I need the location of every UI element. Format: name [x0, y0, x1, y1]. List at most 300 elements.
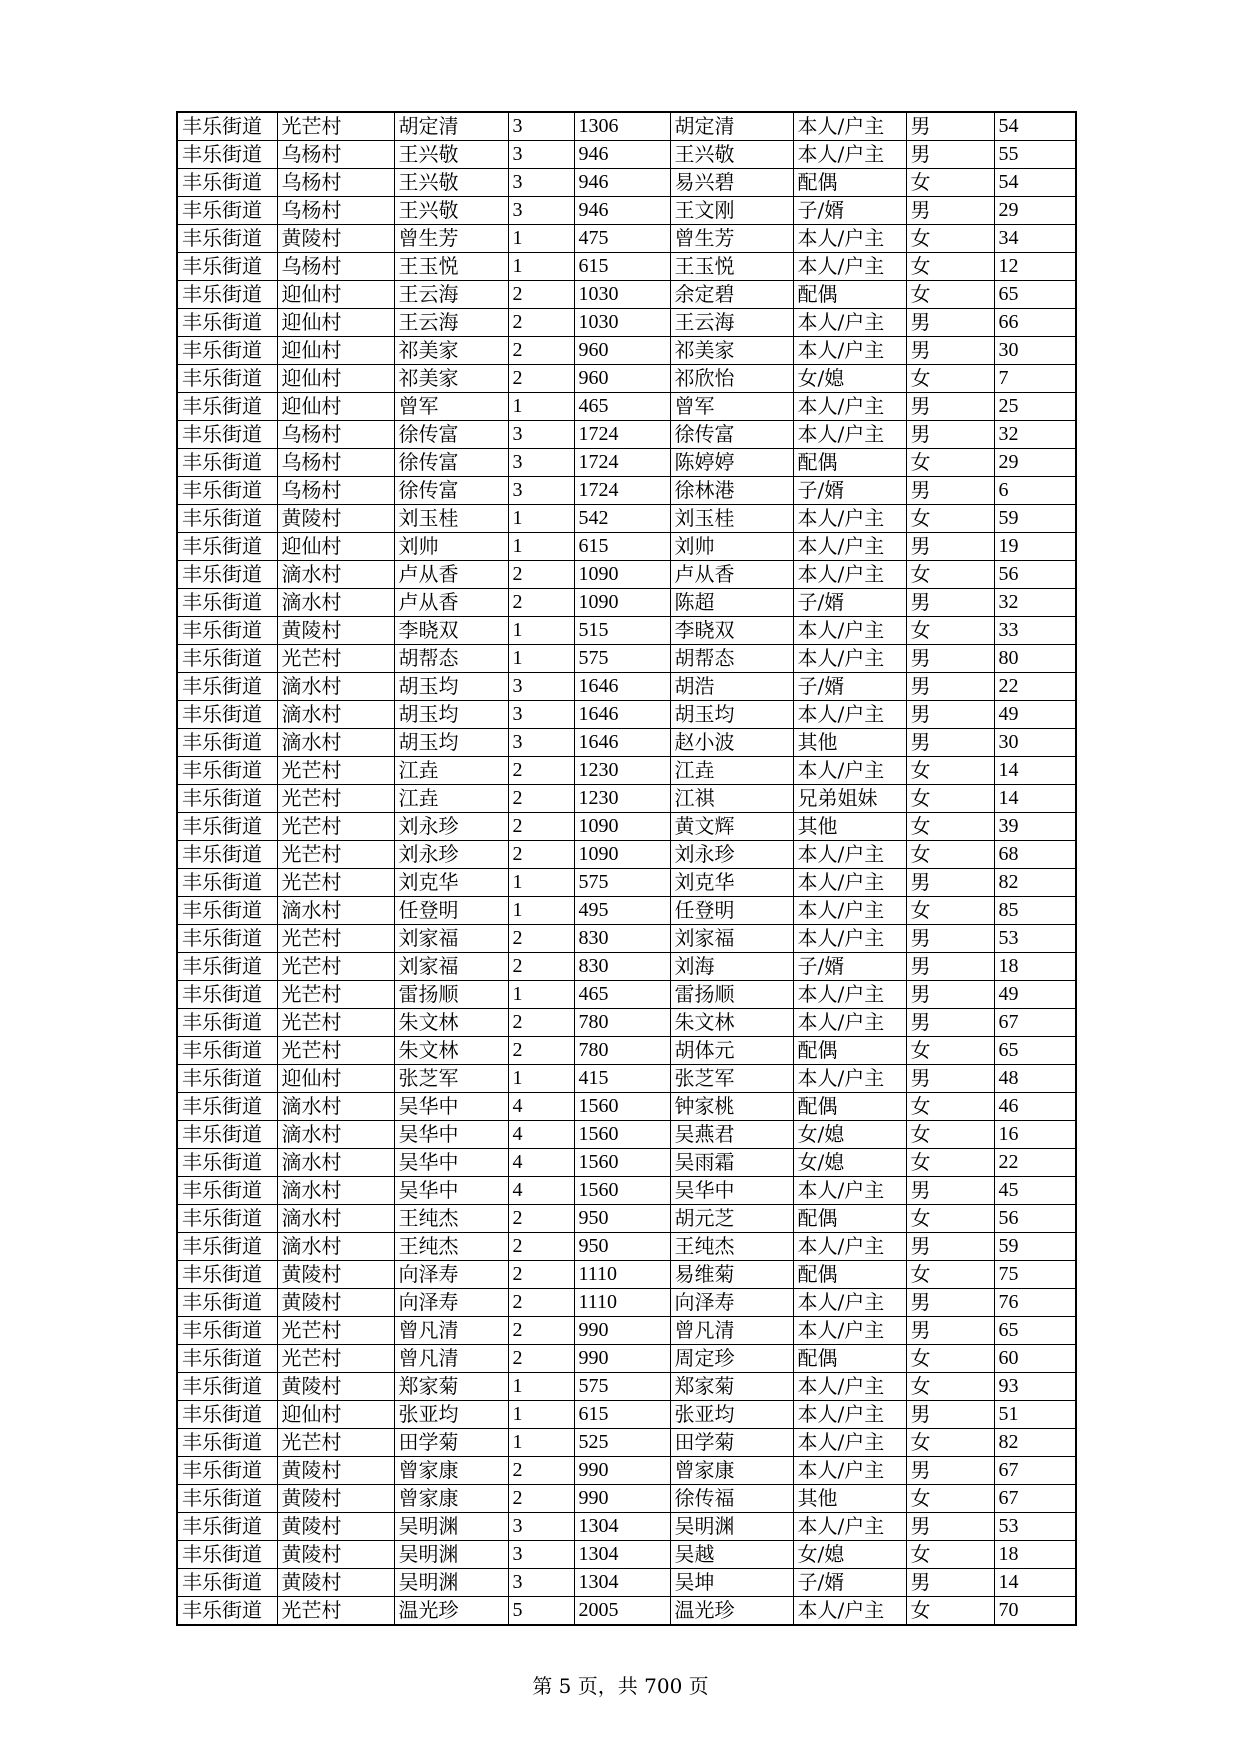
gender-cell: 男: [906, 309, 994, 337]
member-name-cell: 易兴碧: [670, 169, 793, 197]
village-cell: 滴水村: [277, 1233, 394, 1261]
household-head-cell: 胡定清: [394, 112, 508, 141]
village-cell: 乌杨村: [277, 477, 394, 505]
household-head-cell: 朱文林: [394, 1009, 508, 1037]
gender-cell: 女: [906, 1485, 994, 1513]
table-row: [177, 1485, 1076, 1513]
street-cell: 丰乐街道: [177, 897, 277, 925]
table-row: [177, 1373, 1076, 1401]
gender-cell: 女: [906, 1373, 994, 1401]
street-cell: 丰乐街道: [177, 1485, 277, 1513]
household-size-cell: 3: [508, 141, 574, 169]
age-cell: 30: [994, 729, 1076, 757]
amount-cell: 1560: [574, 1149, 670, 1177]
village-cell: 迎仙村: [277, 365, 394, 393]
gender-cell: 男: [906, 1401, 994, 1429]
table-row: [177, 112, 1076, 141]
age-cell: 93: [994, 1373, 1076, 1401]
village-cell: 滴水村: [277, 1093, 394, 1121]
village-cell: 黄陵村: [277, 225, 394, 253]
amount-cell: 1030: [574, 309, 670, 337]
gender-cell: 男: [906, 673, 994, 701]
table-row: [177, 533, 1076, 561]
household-size-cell: 1: [508, 897, 574, 925]
village-cell: 迎仙村: [277, 309, 394, 337]
household-head-cell: 祁美家: [394, 365, 508, 393]
household-head-cell: 曾凡清: [394, 1345, 508, 1373]
gender-cell: 男: [906, 981, 994, 1009]
member-name-cell: 陈超: [670, 589, 793, 617]
household-size-cell: 3: [508, 112, 574, 141]
street-cell: 丰乐街道: [177, 1541, 277, 1569]
household-size-cell: 1: [508, 617, 574, 645]
household-size-cell: 2: [508, 1317, 574, 1345]
table-row: [177, 897, 1076, 925]
gender-cell: 女: [906, 785, 994, 813]
village-cell: 乌杨村: [277, 197, 394, 225]
amount-cell: 830: [574, 925, 670, 953]
household-head-cell: 胡玉均: [394, 729, 508, 757]
member-name-cell: 徐传富: [670, 421, 793, 449]
household-head-cell: 刘家福: [394, 953, 508, 981]
amount-cell: 575: [574, 645, 670, 673]
village-cell: 滴水村: [277, 1121, 394, 1149]
household-head-cell: 王云海: [394, 281, 508, 309]
household-head-cell: 王玉悦: [394, 253, 508, 281]
street-cell: 丰乐街道: [177, 449, 277, 477]
table-row: [177, 1429, 1076, 1457]
gender-cell: 男: [906, 337, 994, 365]
page-number-label: 第 5 页，共 700 页: [532, 1674, 709, 1698]
household-size-cell: 4: [508, 1093, 574, 1121]
amount-cell: 946: [574, 141, 670, 169]
page-footer: [0, 1670, 1241, 1699]
member-name-cell: 向泽寿: [670, 1289, 793, 1317]
household-size-cell: 2: [508, 309, 574, 337]
amount-cell: 950: [574, 1205, 670, 1233]
age-cell: 48: [994, 1065, 1076, 1093]
village-cell: 黄陵村: [277, 1569, 394, 1597]
household-size-cell: 3: [508, 197, 574, 225]
amount-cell: 1646: [574, 701, 670, 729]
relation-cell: 本人/户主: [793, 869, 906, 897]
street-cell: 丰乐街道: [177, 1121, 277, 1149]
amount-cell: 780: [574, 1037, 670, 1065]
age-cell: 54: [994, 169, 1076, 197]
street-cell: 丰乐街道: [177, 1401, 277, 1429]
village-cell: 迎仙村: [277, 281, 394, 309]
gender-cell: 男: [906, 869, 994, 897]
records-table: [176, 111, 1077, 1626]
street-cell: 丰乐街道: [177, 673, 277, 701]
street-cell: 丰乐街道: [177, 1065, 277, 1093]
street-cell: 丰乐街道: [177, 981, 277, 1009]
village-cell: 光芒村: [277, 953, 394, 981]
street-cell: 丰乐街道: [177, 309, 277, 337]
age-cell: 59: [994, 1233, 1076, 1261]
age-cell: 65: [994, 1317, 1076, 1345]
table-row: [177, 785, 1076, 813]
amount-cell: 1306: [574, 112, 670, 141]
table-row: [177, 253, 1076, 281]
amount-cell: 1230: [574, 757, 670, 785]
village-cell: 光芒村: [277, 1345, 394, 1373]
age-cell: 65: [994, 281, 1076, 309]
member-name-cell: 曾家康: [670, 1457, 793, 1485]
member-name-cell: 张芝军: [670, 1065, 793, 1093]
gender-cell: 女: [906, 253, 994, 281]
amount-cell: 960: [574, 365, 670, 393]
relation-cell: 本人/户主: [793, 393, 906, 421]
member-name-cell: 刘玉桂: [670, 505, 793, 533]
amount-cell: 1110: [574, 1261, 670, 1289]
village-cell: 黄陵村: [277, 1541, 394, 1569]
household-size-cell: 3: [508, 477, 574, 505]
household-size-cell: 1: [508, 1065, 574, 1093]
table-row: [177, 1121, 1076, 1149]
household-size-cell: 2: [508, 337, 574, 365]
amount-cell: 960: [574, 337, 670, 365]
street-cell: 丰乐街道: [177, 253, 277, 281]
gender-cell: 男: [906, 953, 994, 981]
household-size-cell: 1: [508, 981, 574, 1009]
table-row: [177, 477, 1076, 505]
street-cell: 丰乐街道: [177, 813, 277, 841]
household-head-cell: 曾生芳: [394, 225, 508, 253]
gender-cell: 男: [906, 141, 994, 169]
member-name-cell: 王纯杰: [670, 1233, 793, 1261]
household-head-cell: 江垚: [394, 757, 508, 785]
amount-cell: 525: [574, 1429, 670, 1457]
relation-cell: 本人/户主: [793, 1597, 906, 1626]
member-name-cell: 王兴敬: [670, 141, 793, 169]
household-head-cell: 徐传富: [394, 449, 508, 477]
household-head-cell: 徐传富: [394, 477, 508, 505]
amount-cell: 780: [574, 1009, 670, 1037]
member-name-cell: 朱文林: [670, 1009, 793, 1037]
gender-cell: 女: [906, 1597, 994, 1626]
household-head-cell: 李晓双: [394, 617, 508, 645]
age-cell: 56: [994, 1205, 1076, 1233]
member-name-cell: 曾军: [670, 393, 793, 421]
household-size-cell: 1: [508, 253, 574, 281]
household-size-cell: 2: [508, 281, 574, 309]
age-cell: 32: [994, 421, 1076, 449]
age-cell: 65: [994, 1037, 1076, 1065]
relation-cell: 本人/户主: [793, 1289, 906, 1317]
household-size-cell: 1: [508, 1401, 574, 1429]
household-head-cell: 张亚均: [394, 1401, 508, 1429]
village-cell: 光芒村: [277, 1009, 394, 1037]
household-size-cell: 3: [508, 729, 574, 757]
street-cell: 丰乐街道: [177, 477, 277, 505]
household-head-cell: 刘永珍: [394, 841, 508, 869]
member-name-cell: 雷扬顺: [670, 981, 793, 1009]
table-row: [177, 589, 1076, 617]
relation-cell: 本人/户主: [793, 1177, 906, 1205]
relation-cell: 本人/户主: [793, 617, 906, 645]
gender-cell: 男: [906, 1513, 994, 1541]
relation-cell: 子/婿: [793, 1569, 906, 1597]
gender-cell: 男: [906, 1177, 994, 1205]
age-cell: 33: [994, 617, 1076, 645]
amount-cell: 990: [574, 1345, 670, 1373]
table-row: [177, 1065, 1076, 1093]
village-cell: 光芒村: [277, 981, 394, 1009]
gender-cell: 女: [906, 561, 994, 589]
relation-cell: 本人/户主: [793, 925, 906, 953]
household-size-cell: 2: [508, 1345, 574, 1373]
village-cell: 黄陵村: [277, 1457, 394, 1485]
age-cell: 76: [994, 1289, 1076, 1317]
village-cell: 迎仙村: [277, 337, 394, 365]
street-cell: 丰乐街道: [177, 729, 277, 757]
member-name-cell: 黄文辉: [670, 813, 793, 841]
household-head-cell: 张芝军: [394, 1065, 508, 1093]
amount-cell: 1030: [574, 281, 670, 309]
household-head-cell: 刘永珍: [394, 813, 508, 841]
amount-cell: 615: [574, 253, 670, 281]
relation-cell: 本人/户主: [793, 1513, 906, 1541]
household-size-cell: 2: [508, 1037, 574, 1065]
village-cell: 滴水村: [277, 1205, 394, 1233]
relation-cell: 配偶: [793, 281, 906, 309]
household-size-cell: 2: [508, 561, 574, 589]
relation-cell: 本人/户主: [793, 225, 906, 253]
relation-cell: 本人/户主: [793, 561, 906, 589]
member-name-cell: 周定珍: [670, 1345, 793, 1373]
relation-cell: 本人/户主: [793, 1233, 906, 1261]
amount-cell: 1560: [574, 1093, 670, 1121]
member-name-cell: 胡帮态: [670, 645, 793, 673]
street-cell: 丰乐街道: [177, 1149, 277, 1177]
household-head-cell: 向泽寿: [394, 1261, 508, 1289]
gender-cell: 女: [906, 1541, 994, 1569]
relation-cell: 女/媳: [793, 1149, 906, 1177]
relation-cell: 其他: [793, 813, 906, 841]
age-cell: 14: [994, 1569, 1076, 1597]
street-cell: 丰乐街道: [177, 561, 277, 589]
member-name-cell: 刘家福: [670, 925, 793, 953]
street-cell: 丰乐街道: [177, 225, 277, 253]
table-row: [177, 141, 1076, 169]
table-row: [177, 1345, 1076, 1373]
member-name-cell: 祁美家: [670, 337, 793, 365]
table-row: [177, 505, 1076, 533]
table-row: [177, 645, 1076, 673]
relation-cell: 本人/户主: [793, 1373, 906, 1401]
village-cell: 乌杨村: [277, 141, 394, 169]
street-cell: 丰乐街道: [177, 757, 277, 785]
age-cell: 45: [994, 1177, 1076, 1205]
street-cell: 丰乐街道: [177, 141, 277, 169]
relation-cell: 女/媳: [793, 1121, 906, 1149]
relation-cell: 子/婿: [793, 953, 906, 981]
household-size-cell: 3: [508, 169, 574, 197]
street-cell: 丰乐街道: [177, 1177, 277, 1205]
relation-cell: 本人/户主: [793, 253, 906, 281]
member-name-cell: 李晓双: [670, 617, 793, 645]
gender-cell: 男: [906, 1569, 994, 1597]
gender-cell: 男: [906, 1065, 994, 1093]
age-cell: 67: [994, 1009, 1076, 1037]
table-row: [177, 197, 1076, 225]
relation-cell: 本人/户主: [793, 112, 906, 141]
village-cell: 黄陵村: [277, 1261, 394, 1289]
street-cell: 丰乐街道: [177, 589, 277, 617]
member-name-cell: 赵小波: [670, 729, 793, 757]
table-row: [177, 869, 1076, 897]
member-name-cell: 江垚: [670, 757, 793, 785]
table-row: [177, 393, 1076, 421]
records-table-body: [177, 112, 1076, 1625]
street-cell: 丰乐街道: [177, 785, 277, 813]
household-head-cell: 任登明: [394, 897, 508, 925]
household-head-cell: 郑家菊: [394, 1373, 508, 1401]
amount-cell: 1090: [574, 813, 670, 841]
member-name-cell: 曾生芳: [670, 225, 793, 253]
household-size-cell: 2: [508, 925, 574, 953]
table-row: [177, 169, 1076, 197]
member-name-cell: 胡浩: [670, 673, 793, 701]
household-size-cell: 1: [508, 1373, 574, 1401]
table-row: [177, 1513, 1076, 1541]
table-row: [177, 953, 1076, 981]
household-size-cell: 3: [508, 421, 574, 449]
age-cell: 66: [994, 309, 1076, 337]
age-cell: 85: [994, 897, 1076, 925]
street-cell: 丰乐街道: [177, 841, 277, 869]
household-size-cell: 2: [508, 953, 574, 981]
amount-cell: 830: [574, 953, 670, 981]
table-row: [177, 1149, 1076, 1177]
gender-cell: 女: [906, 841, 994, 869]
amount-cell: 1560: [574, 1177, 670, 1205]
amount-cell: 1304: [574, 1513, 670, 1541]
relation-cell: 本人/户主: [793, 141, 906, 169]
street-cell: 丰乐街道: [177, 1373, 277, 1401]
amount-cell: 1230: [574, 785, 670, 813]
village-cell: 光芒村: [277, 785, 394, 813]
relation-cell: 本人/户主: [793, 757, 906, 785]
age-cell: 82: [994, 1429, 1076, 1457]
age-cell: 75: [994, 1261, 1076, 1289]
street-cell: 丰乐街道: [177, 365, 277, 393]
age-cell: 53: [994, 1513, 1076, 1541]
gender-cell: 女: [906, 169, 994, 197]
village-cell: 乌杨村: [277, 253, 394, 281]
household-size-cell: 3: [508, 701, 574, 729]
street-cell: 丰乐街道: [177, 533, 277, 561]
relation-cell: 其他: [793, 729, 906, 757]
table-row: [177, 925, 1076, 953]
age-cell: 29: [994, 197, 1076, 225]
household-head-cell: 吴华中: [394, 1121, 508, 1149]
gender-cell: 男: [906, 533, 994, 561]
street-cell: 丰乐街道: [177, 617, 277, 645]
table-row: [177, 225, 1076, 253]
gender-cell: 女: [906, 1093, 994, 1121]
member-name-cell: 王玉悦: [670, 253, 793, 281]
age-cell: 39: [994, 813, 1076, 841]
table-row: [177, 841, 1076, 869]
village-cell: 光芒村: [277, 1317, 394, 1345]
household-head-cell: 胡玉均: [394, 673, 508, 701]
member-name-cell: 胡玉均: [670, 701, 793, 729]
village-cell: 乌杨村: [277, 449, 394, 477]
household-size-cell: 1: [508, 225, 574, 253]
amount-cell: 415: [574, 1065, 670, 1093]
street-cell: 丰乐街道: [177, 1429, 277, 1457]
household-head-cell: 吴华中: [394, 1093, 508, 1121]
village-cell: 滴水村: [277, 729, 394, 757]
household-size-cell: 2: [508, 1261, 574, 1289]
household-head-cell: 王云海: [394, 309, 508, 337]
household-head-cell: 卢从香: [394, 589, 508, 617]
table-row: [177, 701, 1076, 729]
village-cell: 黄陵村: [277, 1373, 394, 1401]
household-size-cell: 2: [508, 1289, 574, 1317]
household-size-cell: 3: [508, 1513, 574, 1541]
member-name-cell: 易维菊: [670, 1261, 793, 1289]
household-size-cell: 2: [508, 785, 574, 813]
age-cell: 6: [994, 477, 1076, 505]
member-name-cell: 吴雨霜: [670, 1149, 793, 1177]
amount-cell: 990: [574, 1317, 670, 1345]
relation-cell: 本人/户主: [793, 1401, 906, 1429]
gender-cell: 男: [906, 393, 994, 421]
household-head-cell: 田学菊: [394, 1429, 508, 1457]
age-cell: 7: [994, 365, 1076, 393]
table-row: [177, 1037, 1076, 1065]
table-row: [177, 365, 1076, 393]
gender-cell: 女: [906, 1345, 994, 1373]
member-name-cell: 徐传福: [670, 1485, 793, 1513]
street-cell: 丰乐街道: [177, 1569, 277, 1597]
relation-cell: 本人/户主: [793, 701, 906, 729]
member-name-cell: 吴坤: [670, 1569, 793, 1597]
gender-cell: 男: [906, 477, 994, 505]
relation-cell: 本人/户主: [793, 505, 906, 533]
village-cell: 光芒村: [277, 1037, 394, 1065]
amount-cell: 575: [574, 869, 670, 897]
household-size-cell: 3: [508, 673, 574, 701]
gender-cell: 男: [906, 701, 994, 729]
household-head-cell: 王兴敬: [394, 169, 508, 197]
gender-cell: 女: [906, 225, 994, 253]
member-name-cell: 吴明渊: [670, 1513, 793, 1541]
relation-cell: 子/婿: [793, 197, 906, 225]
household-size-cell: 5: [508, 1597, 574, 1626]
household-head-cell: 王纯杰: [394, 1233, 508, 1261]
member-name-cell: 刘克华: [670, 869, 793, 897]
relation-cell: 女/媳: [793, 365, 906, 393]
amount-cell: 495: [574, 897, 670, 925]
household-head-cell: 吴明渊: [394, 1541, 508, 1569]
village-cell: 黄陵村: [277, 1289, 394, 1317]
age-cell: 80: [994, 645, 1076, 673]
village-cell: 光芒村: [277, 112, 394, 141]
household-size-cell: 2: [508, 1457, 574, 1485]
table-row: [177, 729, 1076, 757]
age-cell: 49: [994, 701, 1076, 729]
table-row: [177, 421, 1076, 449]
member-name-cell: 祁欣怡: [670, 365, 793, 393]
age-cell: 34: [994, 225, 1076, 253]
gender-cell: 男: [906, 645, 994, 673]
street-cell: 丰乐街道: [177, 421, 277, 449]
street-cell: 丰乐街道: [177, 1457, 277, 1485]
